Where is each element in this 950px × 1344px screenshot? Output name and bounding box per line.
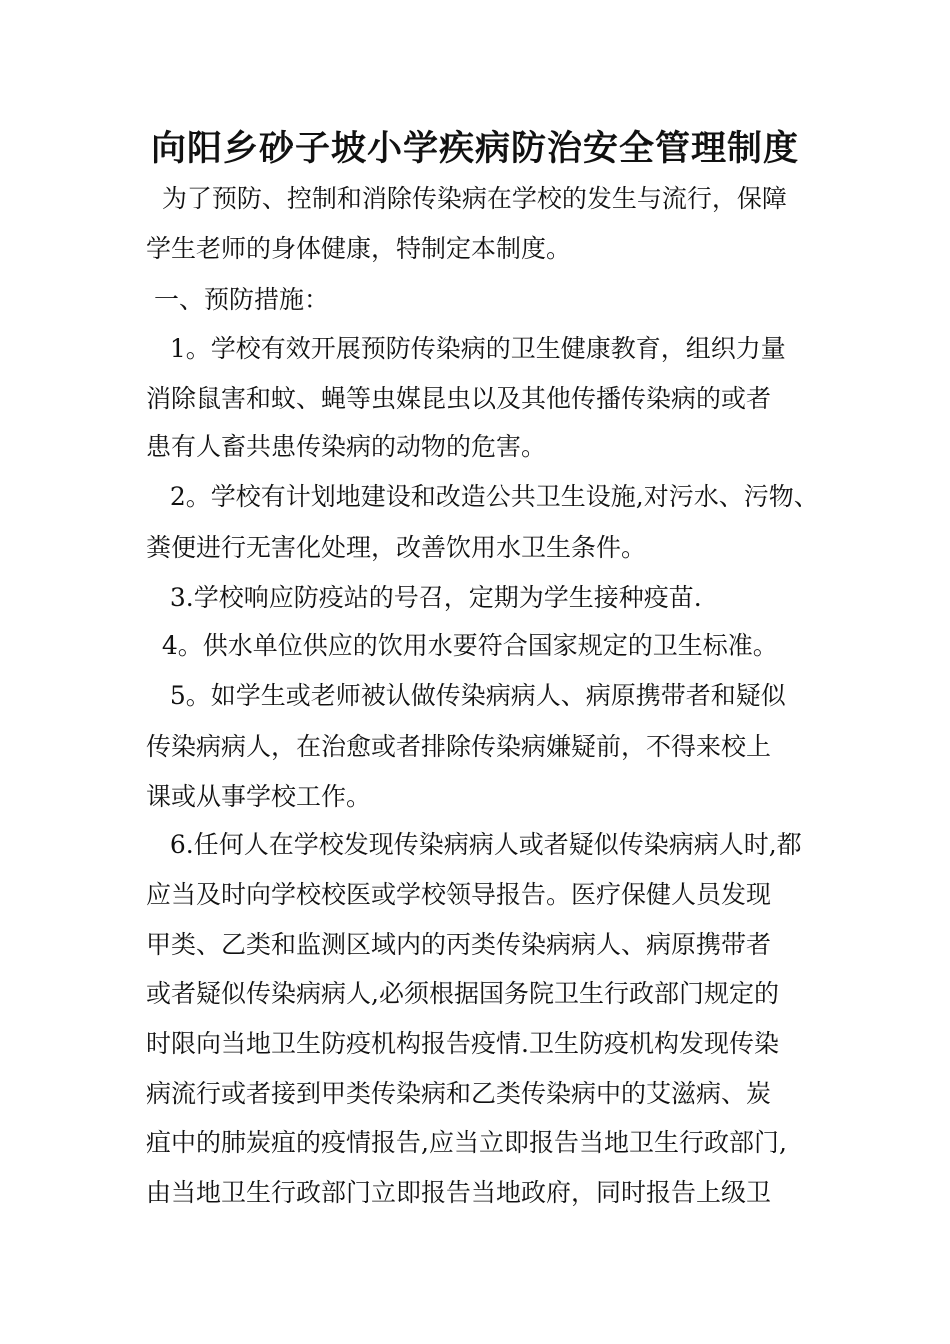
section-heading: 一、预防措施： (146, 285, 329, 314)
paragraph-line: 5。如学生或老师被认做传染病病人、病原携带者和疑似 (146, 681, 786, 710)
paragraph-line: 患有人畜共患传染病的动物的危害。 (146, 432, 547, 461)
paragraph-line: 或者疑似传染病病人,必须根据国务院卫生行政部门规定的 (146, 979, 779, 1008)
paragraph-line: 应当及时向学校校医或学校领导报告。医疗保健人员发现 (146, 880, 772, 909)
paragraph-line: 甲类、乙类和监测区域内的丙类传染病病人、病原携带者 (146, 930, 772, 959)
paragraph-line: 2。学校有计划地建设和改造公共卫生设施,对污水、污物、 (146, 482, 819, 511)
paragraph-line: 6.任何人在学校发现传染病病人或者疑似传染病病人时,都 (146, 830, 802, 859)
paragraph-line: 粪便进行无害化处理，改善饮用水卫生条件。 (146, 533, 647, 562)
paragraph-line: 为了预防、控制和消除传染病在学校的发生与流行，保障 (146, 184, 787, 213)
paragraph-line: 传染病病人，在治愈或者排除传染病嫌疑前，不得来校上 (146, 732, 772, 761)
paragraph-line: 消除鼠害和蚊、蝇等虫媒昆虫以及其他传播传染病的或者 (146, 384, 772, 413)
paragraph-line: 4。供水单位供应的饮用水要符合国家规定的卫生标准。 (146, 631, 778, 660)
paragraph-line: 由当地卫生行政部门立即报告当地政府，同时报告上级卫 (146, 1178, 772, 1207)
paragraph-line: 1。学校有效开展预防传染病的卫生健康教育，组织力量 (146, 334, 786, 363)
document-title: 向阳乡砂子坡小学疾病防治安全管理制度 (150, 129, 799, 169)
paragraph-line: 病流行或者接到甲类传染病和乙类传染病中的艾滋病、炭 (146, 1079, 772, 1108)
paragraph-line: 疽中的肺炭疽的疫情报告,应当立即报告当地卫生行政部门, (146, 1128, 787, 1157)
paragraph-line: 时限向当地卫生防疫机构报告疫情.卫生防疫机构发现传染 (146, 1029, 779, 1058)
paragraph-line: 学生老师的身体健康，特制定本制度。 (146, 234, 572, 263)
paragraph-line: 课或从事学校工作。 (146, 782, 372, 811)
paragraph-line: 3.学校响应防疫站的号召，定期为学生接种疫苗. (146, 583, 702, 612)
